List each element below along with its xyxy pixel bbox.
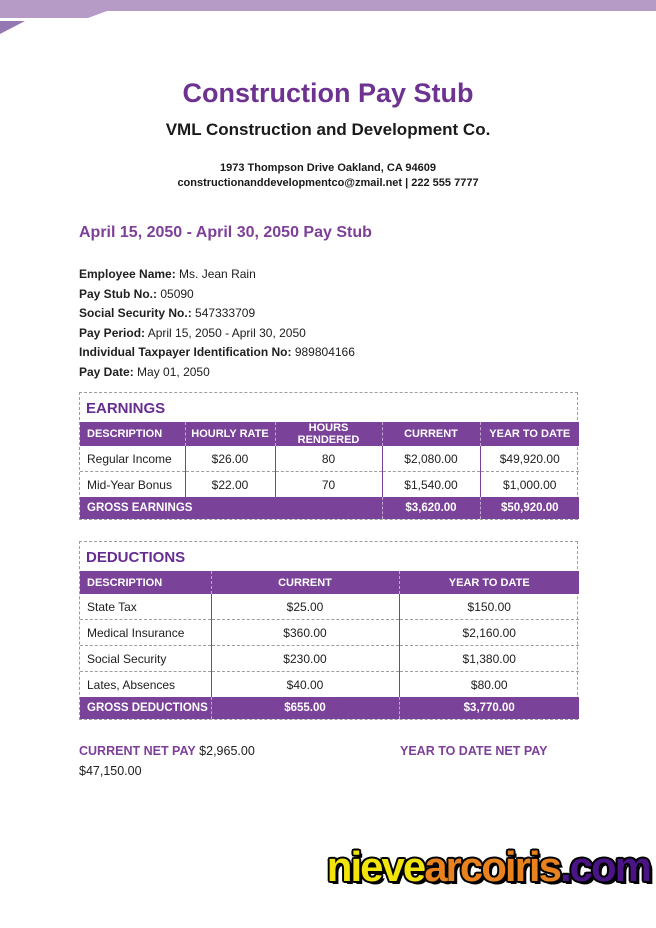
deductions-row	[80, 672, 579, 698]
earnings-table	[80, 422, 579, 519]
table-cell: 70	[275, 472, 382, 498]
earnings-total-row	[80, 497, 579, 519]
top-band-decoration	[0, 0, 656, 18]
table-cell: $26.00	[185, 446, 275, 472]
earnings-section-title: EARNINGS	[86, 400, 166, 417]
deductions-row	[80, 620, 579, 646]
employee-details	[79, 265, 578, 382]
watermark-segment: nieve	[326, 843, 425, 890]
table-cell: Regular Income	[87, 451, 172, 466]
table-cell: $25.00	[211, 594, 399, 620]
earnings-col-current: CURRENT	[382, 422, 480, 446]
detail-pay-date	[79, 363, 578, 383]
detail-value: April 15, 2050 - April 30, 2050	[147, 325, 306, 340]
table-cell: Medical Insurance	[80, 620, 211, 646]
paystub-body	[79, 224, 578, 781]
detail-value: 989804166	[294, 345, 355, 359]
deductions-table	[80, 571, 579, 719]
gross-deductions-year-to-date: $3,770.00	[399, 697, 579, 719]
watermark-segment: arcoiris	[424, 843, 560, 890]
table-cell: $1,380.00	[399, 646, 579, 672]
corner-triangle-decoration	[0, 21, 25, 34]
detail-label: Employee Name:	[79, 267, 176, 281]
table-cell: $80.00	[399, 672, 579, 698]
detail-label: Pay Period:	[79, 325, 146, 340]
gross-earnings-current: $3,620.00	[382, 497, 480, 519]
earnings-col-hourly-rate: HOURLY RATE	[185, 422, 275, 446]
earnings-section	[79, 392, 578, 520]
company-contact: constructionanddevelopmentco@zmail.net | 222 555 7777	[177, 177, 479, 189]
earnings-col-description: DESCRIPTION	[80, 422, 185, 446]
detail-pay-stub-no	[79, 285, 578, 305]
earnings-row	[80, 446, 579, 472]
deductions-header-row	[80, 571, 579, 594]
company-address: 1973 Thompson Drive Oakland, CA 94609	[219, 162, 436, 174]
table-cell: Lates, Absences	[80, 672, 211, 698]
deductions-total-row	[80, 697, 579, 719]
table-cell: $40.00	[211, 672, 399, 698]
table-cell: Social Security	[80, 646, 211, 672]
earnings-header-row	[80, 422, 579, 446]
watermark-logo	[327, 843, 650, 891]
ytd-net-pay-value: $47,150.00	[79, 764, 142, 778]
detail-social-security-no	[79, 304, 578, 324]
earnings-col-hours-rendered: HOURS RENDERED	[275, 422, 382, 446]
deductions-col-description: DESCRIPTION	[80, 571, 211, 594]
company-name: VML Construction and Development Co.	[165, 120, 491, 139]
table-cell: $2,160.00	[399, 620, 579, 646]
table-cell: 80	[275, 446, 382, 472]
table-cell: $1,000.00	[480, 472, 579, 498]
earnings-col-year-to-date: YEAR TO DATE	[480, 422, 579, 446]
table-cell: $1,540.00	[382, 472, 480, 498]
gross-earnings-label: GROSS EARNINGS	[80, 497, 382, 519]
table-cell: $230.00	[211, 646, 399, 672]
deductions-row	[80, 594, 579, 620]
detail-taxpayer-id	[79, 343, 578, 363]
pay-period-heading: April 15, 2050 - April 30, 2050 Pay Stub	[79, 224, 372, 241]
table-cell: $360.00	[211, 620, 399, 646]
gross-deductions-label: GROSS DEDUCTIONS	[80, 697, 211, 719]
letterhead	[0, 78, 656, 191]
ytd-net-pay-label: YEAR TO DATE NET PAY	[400, 744, 548, 758]
net-pay-line	[79, 741, 578, 761]
gross-deductions-current: $655.00	[211, 697, 399, 719]
table-cell: Mid-Year Bonus	[80, 472, 185, 498]
deductions-col-current: CURRENT	[211, 571, 399, 594]
detail-label: Individual Taxpayer Identification No:	[79, 345, 292, 359]
detail-label: Social Security No.:	[79, 306, 192, 320]
gross-earnings-year-to-date: $50,920.00	[480, 497, 579, 519]
current-net-pay-value: $2,965.00	[199, 744, 255, 758]
detail-pay-period	[79, 324, 578, 344]
deductions-section	[79, 541, 578, 720]
current-net-pay-label: CURRENT NET PAY	[79, 744, 196, 758]
detail-label: Pay Stub No.:	[79, 286, 158, 301]
detail-value: 05090	[160, 286, 194, 301]
net-pay-summary	[79, 741, 578, 781]
earnings-row	[80, 472, 579, 498]
watermark-segment: .com	[559, 843, 650, 890]
deductions-row	[80, 646, 579, 672]
document-title: Construction Pay Stub	[182, 78, 474, 108]
table-cell: $22.00	[185, 472, 275, 498]
table-cell: $2,080.00	[382, 446, 480, 472]
deductions-section-title: DEDUCTIONS	[86, 549, 186, 566]
table-cell: State Tax	[87, 599, 137, 614]
company-contact-block	[0, 161, 656, 191]
table-cell: $49,920.00	[480, 446, 579, 472]
detail-label: Pay Date:	[79, 364, 134, 379]
detail-employee-name	[79, 265, 578, 285]
detail-value: 547333709	[195, 306, 256, 320]
deductions-col-year-to-date: YEAR TO DATE	[399, 571, 579, 594]
detail-value: Ms. Jean Rain	[179, 267, 256, 281]
table-cell: $150.00	[399, 594, 579, 620]
detail-value: May 01, 2050	[137, 364, 210, 379]
